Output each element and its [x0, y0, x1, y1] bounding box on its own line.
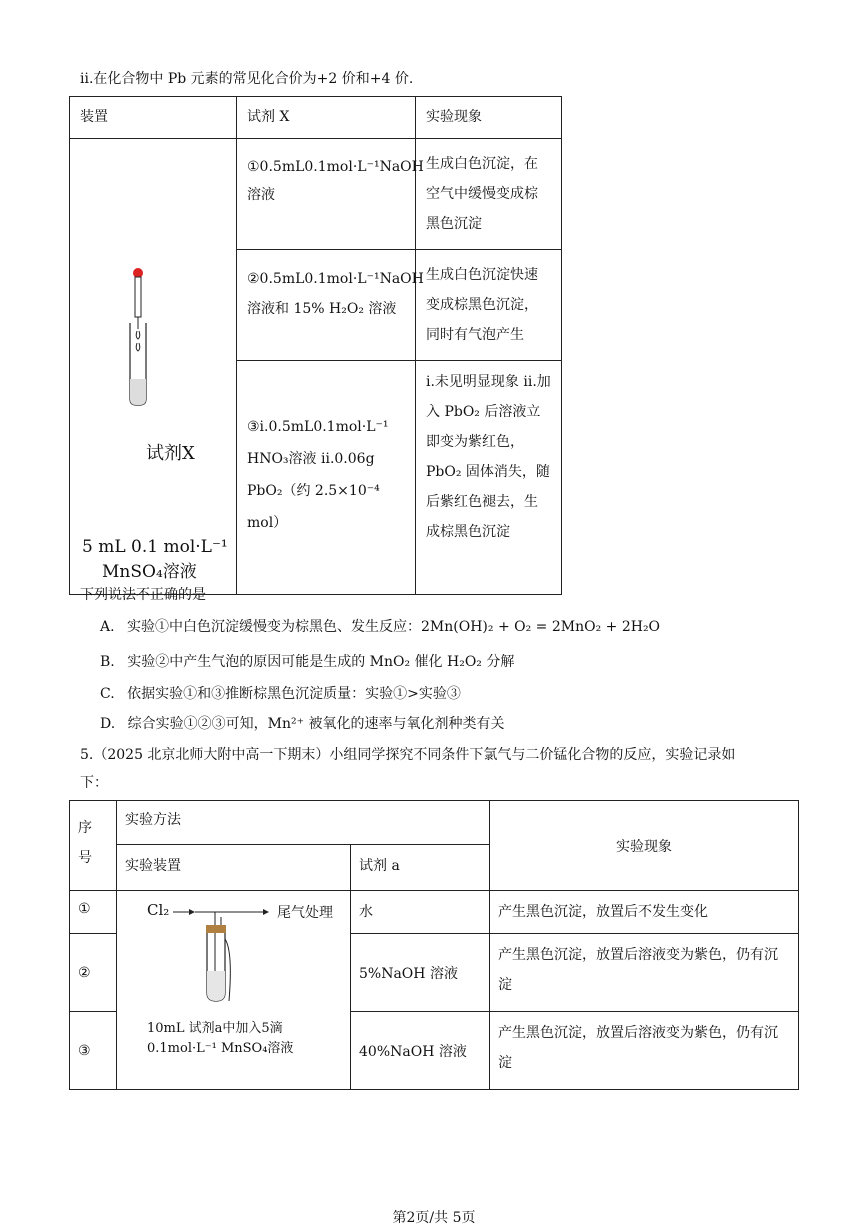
reagent-a-row-2: 5%NaOH 溶液	[359, 965, 458, 982]
question-5-line-2: 下：	[80, 775, 108, 791]
experiment-table-1	[69, 96, 562, 595]
reagent-row-3: ③ⅰ.0.5mL0.1mol·L⁻¹ HNO₃溶液 ⅱ.0.06g PbO₂（约 2.5×10⁻⁴ mol）	[247, 419, 389, 531]
option-b-text: 实验②中产生气泡的原因可能是生成的 MnO₂ 催化 H₂O₂ 分解	[127, 654, 515, 670]
phenomenon2-row-3: 产生黑色沉淀，放置后溶液变为紫色，仍有沉淀	[498, 1025, 778, 1071]
option-b[interactable]	[100, 651, 514, 671]
option-b-letter: B.	[100, 654, 115, 670]
phenomenon-row-2: 生成白色沉淀快速变成棕黑色沉淀，同时有气泡产生	[426, 267, 538, 343]
row-index-2: ②	[78, 964, 91, 981]
row-index-1: ①	[78, 901, 91, 917]
option-d[interactable]	[100, 713, 504, 733]
option-a[interactable]	[100, 616, 660, 636]
apparatus-cell-2	[117, 891, 351, 1090]
header-phenomenon-2: 实验现象	[616, 838, 672, 855]
phenomenon-row-1: 生成白色沉淀，在空气中缓慢变成棕黑色沉淀	[426, 156, 538, 232]
apparatus2-label-1: 10mL 试剂a中加入5滴	[147, 1021, 283, 1036]
test-tube-dropper-diagram	[70, 259, 238, 409]
option-c-text: 依据实验①和③推断棕黑色沉淀质量：实验①>实验③	[127, 686, 461, 702]
intro-note: ⅱ.在化合物中 Pb 元素的常见化合价为+2 价和+4 价.	[80, 71, 414, 87]
option-a-letter: A.	[100, 619, 115, 635]
apparatus-cell	[70, 139, 237, 595]
apparatus-bottom-label-1: 5 mL 0.1 mol·L⁻¹	[82, 537, 228, 557]
reagent-a-row-3: 40%NaOH 溶液	[359, 1043, 467, 1060]
question-5-line-1: 5.（2025 北京北师大附中高一下期末）小组同学探究不同条件下氯气与二价锰化合物的反应，实验记录如	[80, 747, 736, 763]
header-reagent-a: 试剂 a	[359, 858, 400, 874]
header-method: 实验方法	[125, 812, 181, 828]
reagent-row-2: ②0.5mL0.1mol·L⁻¹NaOH 溶液和 15% H₂O₂ 溶液	[247, 271, 424, 317]
apparatus-bottom-label-2: MnSO₄溶液	[102, 562, 197, 582]
row-index-3: ③	[78, 1042, 91, 1059]
option-c[interactable]	[100, 683, 461, 703]
header-phenomenon: 实验现象	[426, 109, 482, 125]
option-c-letter: C.	[100, 686, 115, 702]
apparatus2-label-2: 0.1mol·L⁻¹ MnSO₄溶液	[147, 1041, 294, 1056]
header-reagent-x: 试剂 X	[247, 109, 290, 125]
cl2-label: Cl₂	[147, 901, 170, 919]
reagent-row-1: ①0.5mL0.1mol·L⁻¹NaOH 溶液	[247, 159, 424, 203]
reagent-a-row-1: 水	[359, 904, 373, 920]
tail-gas-label: 尾气处理	[277, 905, 333, 921]
option-d-letter: D.	[100, 716, 116, 732]
reagent-x-label: 试剂X	[146, 443, 195, 464]
experiment-table-2	[69, 800, 799, 1090]
header-apparatus: 装置	[80, 109, 108, 125]
option-a-text: 实验①中白色沉淀缓慢变为棕黑色、发生反应：2Mn(OH)₂ + O₂ = 2MnO₂ + 2H₂O	[127, 619, 661, 635]
header-apparatus-2: 实验装置	[125, 858, 181, 874]
phenomenon2-row-2: 产生黑色沉淀，放置后溶液变为紫色，仍有沉淀	[498, 947, 778, 993]
header-index: 序号	[78, 820, 92, 866]
page-footer: 第2页/共 5页	[392, 1210, 476, 1226]
option-d-text: 综合实验①②③可知，Mn²⁺ 被氧化的速率与氧化剂种类有关	[127, 716, 505, 732]
phenomenon2-row-1: 产生黑色沉淀，放置后不发生变化	[498, 904, 708, 920]
phenomenon-row-3: ⅰ.未见明显现象 ⅱ.加入 PbO₂ 后溶液立即变为紫红色，PbO₂ 固体消失，随后紫红色褪去，生成棕黑色沉淀	[426, 374, 551, 540]
question-prompt: 下列说法不正确的是	[80, 587, 206, 603]
